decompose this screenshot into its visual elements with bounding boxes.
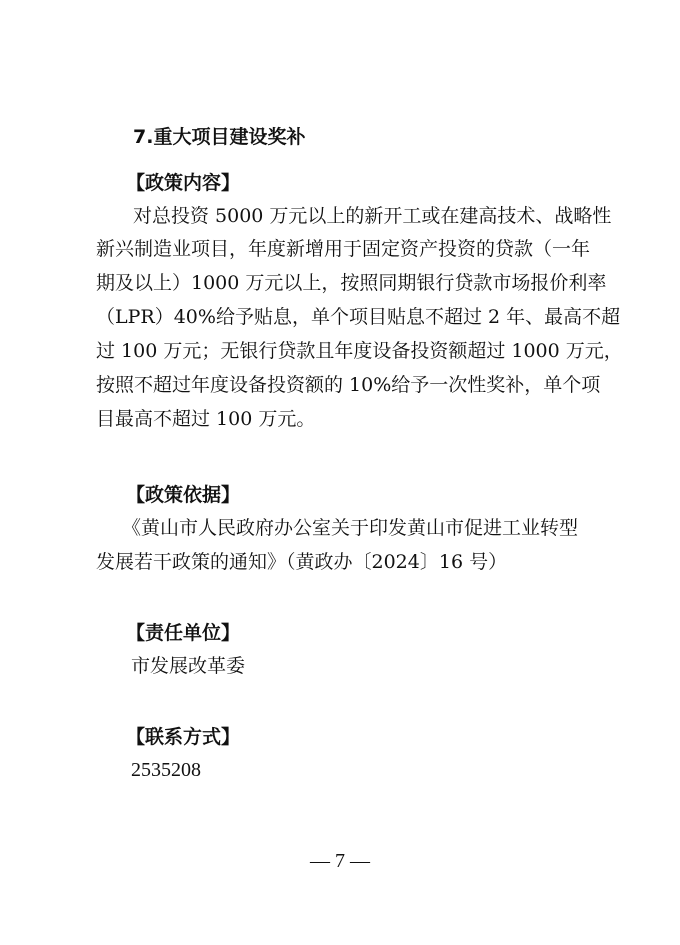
responsible-unit-value: 市发展改革委 bbox=[131, 655, 246, 677]
page-number: — 7 — bbox=[310, 850, 370, 872]
policy-basis-label: 【政策依据】 bbox=[126, 484, 241, 506]
policy-content-line: 目最高不超过 100 万元。 bbox=[96, 408, 316, 430]
policy-content-line: 期及以上）1000 万元以上，按照同期银行贷款市场报价利率 bbox=[96, 272, 607, 294]
policy-basis-line: 《黄山市人民政府办公室关于印发黄山市促进工业转型 bbox=[122, 517, 579, 539]
policy-content-label: 【政策内容】 bbox=[126, 172, 241, 194]
policy-content-line: （LPR）40%给予贴息，单个项目贴息不超过 2 年、最高不超 bbox=[96, 306, 621, 328]
contact-label: 【联系方式】 bbox=[126, 726, 241, 748]
contact-value: 2535208 bbox=[131, 759, 201, 781]
policy-content-line: 按照不超过年度设备投资额的 10%给予一次性奖补，单个项 bbox=[96, 374, 601, 396]
policy-content-line: 新兴制造业项目，年度新增用于固定资产投资的贷款（一年 bbox=[96, 238, 591, 260]
responsible-unit-label: 【责任单位】 bbox=[126, 622, 241, 644]
section-heading: 7.重大项目建设奖补 bbox=[133, 126, 306, 148]
policy-content-line: 过 100 万元；无银行贷款且年度设备投资额超过 1000 万元， bbox=[96, 340, 623, 362]
policy-basis-line: 发展若干政策的通知》（黄政办〔2024〕16 号） bbox=[96, 551, 508, 573]
policy-content-line: 对总投资 5000 万元以上的新开工或在建高技术、战略性 bbox=[133, 205, 612, 227]
